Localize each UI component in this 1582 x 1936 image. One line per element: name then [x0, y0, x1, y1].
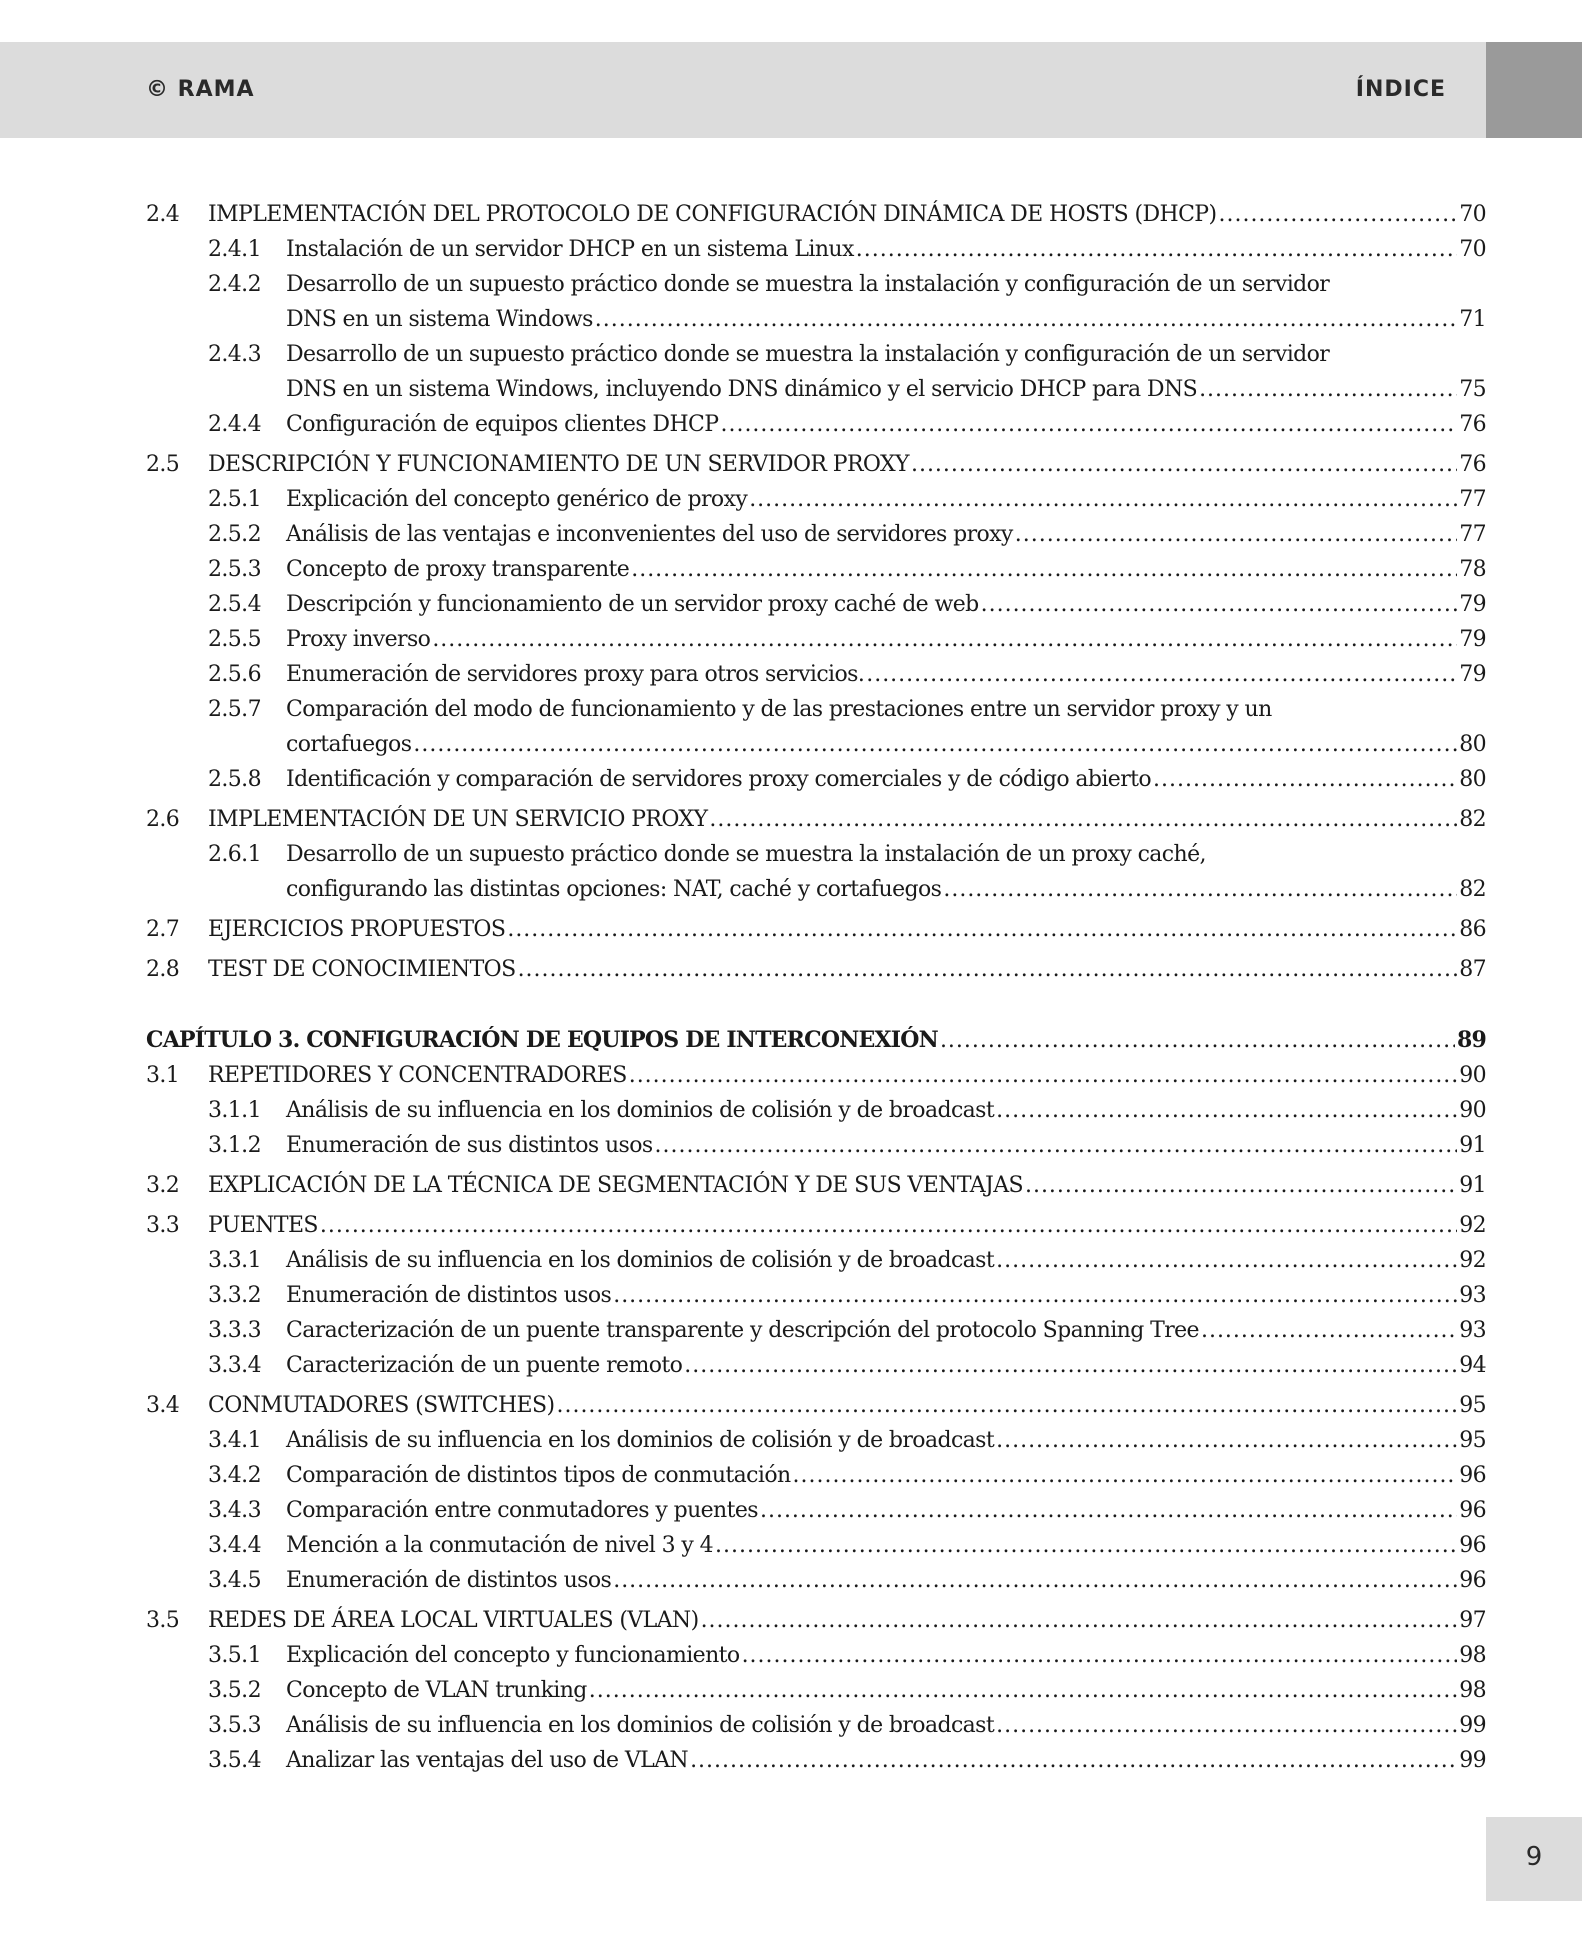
toc-entry-page: 90	[1459, 1063, 1486, 1088]
toc-entry-title: Enumeración de distintos usos	[286, 1568, 612, 1593]
toc-subsection-entry	[146, 552, 1486, 587]
toc-entry-title: CAPÍTULO 3. CONFIGURACIÓN DE EQUIPOS DE INTERCONEXIÓN	[146, 1027, 938, 1053]
toc-subsection-entry	[146, 1528, 1486, 1563]
toc-entry-title: Concepto de VLAN trunking	[286, 1678, 587, 1703]
toc-entry-page: 76	[1459, 452, 1486, 477]
toc-entry-page: 91	[1459, 1173, 1486, 1198]
toc-entry-page: 75	[1459, 377, 1486, 402]
toc-entry-number: 2.5	[146, 452, 180, 477]
dot-leader	[556, 1388, 1457, 1423]
toc-entry-page: 80	[1459, 767, 1486, 792]
toc-subsection-entry	[146, 1708, 1486, 1743]
dot-leader	[943, 872, 1457, 907]
dot-leader	[720, 407, 1457, 442]
dot-leader	[940, 1023, 1455, 1058]
table-of-contents	[146, 197, 1486, 1778]
toc-entry-number: 2.6.1	[208, 842, 261, 867]
toc-entry-title: Desarrollo de un supuesto práctico donde se muestra la instalación y configuración de un servidor	[286, 272, 1330, 297]
toc-entry-number: 2.5.2	[208, 522, 261, 547]
toc-entry-page: 89	[1456, 1027, 1486, 1053]
dot-leader	[1219, 197, 1458, 232]
toc-entry-title: Configuración de equipos clientes DHCP	[286, 412, 719, 437]
dot-leader	[981, 587, 1458, 622]
toc-section-entry	[146, 1168, 1486, 1203]
toc-entry-title: Análisis de su influencia en los dominios de colisión y de broadcast	[286, 1428, 995, 1453]
toc-entry-title: Comparación de distintos tipos de conmutación	[286, 1463, 791, 1488]
toc-entry-title: Instalación de un servidor DHCP en un sistema Linux	[286, 237, 854, 262]
toc-entry-title: REDES DE ÁREA LOCAL VIRTUALES (VLAN)	[208, 1608, 699, 1633]
toc-entry-number: 3.4.1	[208, 1428, 261, 1453]
dot-leader	[1153, 762, 1457, 797]
toc-entry-page: 96	[1459, 1533, 1486, 1558]
toc-entry-page: 80	[1459, 732, 1486, 757]
toc-entry-title: Desarrollo de un supuesto práctico donde se muestra la instalación y configuración de un servidor	[286, 342, 1330, 367]
toc-entry-number: 3.3.4	[208, 1353, 261, 1378]
dot-leader	[595, 302, 1457, 337]
toc-entry-title: Explicación del concepto y funcionamiento	[286, 1643, 740, 1668]
dot-leader	[715, 1528, 1457, 1563]
toc-entry-title: Analizar las ventajas del uso de VLAN	[286, 1748, 689, 1773]
toc-entry-number: 2.4.4	[208, 412, 261, 437]
toc-subsection-entry	[146, 1423, 1486, 1458]
toc-section-entry	[146, 1058, 1486, 1093]
dot-leader	[613, 1563, 1457, 1598]
toc-entry-page: 79	[1459, 592, 1486, 617]
toc-entry-title: EJERCICIOS PROPUESTOS	[208, 917, 506, 942]
toc-entry-number: 3.4	[146, 1393, 180, 1418]
toc-entry-number: 2.5.7	[208, 697, 261, 722]
toc-entry-page: 96	[1459, 1568, 1486, 1593]
toc-subsection-entry	[146, 1743, 1486, 1778]
toc-entry-page: 96	[1459, 1463, 1486, 1488]
toc-entry-title: Caracterización de un puente remoto	[286, 1353, 683, 1378]
toc-subsection-entry	[146, 1313, 1486, 1348]
toc-entry-title: Proxy inverso	[286, 627, 431, 652]
dot-leader	[613, 1278, 1457, 1313]
toc-subsection-entry	[146, 1493, 1486, 1528]
toc-entry-page: 79	[1459, 627, 1486, 652]
toc-entry-number: 2.4.2	[208, 272, 261, 297]
toc-entry-page: 96	[1459, 1498, 1486, 1523]
toc-entry-page: 93	[1459, 1283, 1486, 1308]
toc-subsection-entry	[146, 762, 1486, 797]
toc-subsection-entry	[146, 232, 1486, 267]
toc-entry-page: 70	[1459, 237, 1486, 262]
toc-entry-page: 77	[1459, 487, 1486, 512]
dot-leader	[518, 952, 1458, 987]
toc-entry-title: PUENTES	[208, 1213, 318, 1238]
toc-entry-page: 94	[1459, 1353, 1486, 1378]
toc-entry-title: DNS en un sistema Windows, incluyendo DNS dinámico y el servicio DHCP para DNS	[286, 377, 1198, 402]
toc-subsection-entry	[146, 517, 1486, 552]
toc-subsection-entry	[146, 1458, 1486, 1493]
toc-entry-number: 3.3	[146, 1213, 180, 1238]
toc-entry-title: Identificación y comparación de servidores proxy comerciales y de código abierto	[286, 767, 1152, 792]
toc-entry-page: 82	[1459, 807, 1486, 832]
toc-section-entry	[146, 1603, 1486, 1638]
toc-entry-number: 3.5.4	[208, 1748, 261, 1773]
toc-subsection-entry	[146, 482, 1486, 517]
toc-subsection-entry	[146, 267, 1486, 337]
toc-entry-title: Análisis de su influencia en los dominios de colisión y de broadcast	[286, 1248, 995, 1273]
publisher-mark: © RAMA	[146, 77, 255, 102]
dot-leader	[684, 1348, 1457, 1383]
toc-entry-number: 2.5.5	[208, 627, 261, 652]
toc-entry-title: Enumeración de servidores proxy para otros servicios.	[286, 662, 865, 687]
toc-entry-number: 3.3.1	[208, 1248, 261, 1273]
dot-leader	[996, 1093, 1457, 1128]
toc-subsection-entry	[146, 407, 1486, 442]
dot-leader	[1015, 517, 1457, 552]
toc-entry-title: Análisis de las ventajas e inconvenientes del uso de servidores proxy	[286, 522, 1013, 547]
toc-entry-page: 78	[1459, 557, 1486, 582]
toc-entry-page: 76	[1459, 412, 1486, 437]
toc-entry-page: 79	[1459, 662, 1486, 687]
dot-leader	[866, 657, 1457, 692]
toc-entry-number: 3.4.3	[208, 1498, 261, 1523]
toc-subsection-entry	[146, 1563, 1486, 1598]
toc-entry-title: cortafuegos	[286, 732, 412, 757]
toc-entry-number: 2.5.3	[208, 557, 261, 582]
toc-entry-title: TEST DE CONOCIMIENTOS	[208, 957, 516, 982]
toc-entry-number: 2.4.3	[208, 342, 261, 367]
toc-entry-number: 3.4.2	[208, 1463, 261, 1488]
toc-subsection-entry	[146, 1093, 1486, 1128]
toc-entry-title: Concepto de proxy transparente	[286, 557, 630, 582]
toc-entry-page: 91	[1459, 1133, 1486, 1158]
toc-entry-number: 3.4.4	[208, 1533, 261, 1558]
toc-entry-title: Descripción y funcionamiento de un servidor proxy caché de web	[286, 592, 979, 617]
toc-entry-page: 77	[1459, 522, 1486, 547]
dot-leader	[793, 1458, 1458, 1493]
toc-entry-number: 3.5.3	[208, 1713, 261, 1738]
dot-leader	[749, 482, 1457, 517]
toc-subsection-entry	[146, 1278, 1486, 1313]
page-number: 9	[1525, 1842, 1543, 1872]
toc-entry-title: Mención a la conmutación de nivel 3 y 4	[286, 1533, 714, 1558]
toc-entry-number: 3.3.2	[208, 1283, 261, 1308]
toc-entry-title: Comparación del modo de funcionamiento y de las prestaciones entre un servidor proxy y un	[286, 697, 1272, 722]
toc-entry-title: Explicación del concepto genérico de proxy	[286, 487, 748, 512]
dot-leader	[701, 1603, 1458, 1638]
toc-entry-page: 87	[1459, 957, 1486, 982]
toc-entry-number: 2.5.1	[208, 487, 261, 512]
toc-entry-page: 95	[1459, 1393, 1486, 1418]
dot-leader	[996, 1708, 1457, 1743]
toc-entry-number: 2.5.6	[208, 662, 261, 687]
toc-entry-page: 90	[1459, 1098, 1486, 1123]
toc-entry-title: REPETIDORES Y CONCENTRADORES	[208, 1063, 627, 1088]
toc-entry-page: 95	[1459, 1428, 1486, 1453]
toc-entry-number: 3.3.3	[208, 1318, 261, 1343]
dot-leader	[589, 1673, 1457, 1708]
toc-entry-number: 2.7	[146, 917, 180, 942]
toc-subsection-entry	[146, 657, 1486, 692]
toc-entry-number: 3.1.1	[208, 1098, 261, 1123]
dot-leader	[709, 802, 1457, 837]
toc-entry-page: 99	[1459, 1713, 1486, 1738]
toc-entry-number: 2.5.4	[208, 592, 261, 617]
toc-entry-page: 86	[1459, 917, 1486, 942]
toc-entry-number: 3.4.5	[208, 1568, 261, 1593]
toc-section-entry	[146, 912, 1486, 947]
toc-entry-number: 2.8	[146, 957, 180, 982]
dot-leader	[631, 552, 1457, 587]
toc-subsection-entry	[146, 1128, 1486, 1163]
toc-entry-title: Análisis de su influencia en los dominios de colisión y de broadcast	[286, 1713, 995, 1738]
toc-entry-title: Análisis de su influencia en los dominios de colisión y de broadcast	[286, 1098, 995, 1123]
toc-entry-number: 3.1.2	[208, 1133, 261, 1158]
toc-entry-title: configurando las distintas opciones: NAT, caché y cortafuegos	[286, 877, 942, 902]
dot-leader	[629, 1058, 1458, 1093]
toc-entry-page: 98	[1459, 1643, 1486, 1668]
toc-entry-number: 2.6	[146, 807, 180, 832]
toc-section-entry	[146, 1208, 1486, 1243]
toc-entry-number: 3.2	[146, 1173, 180, 1198]
toc-subsection-entry	[146, 1673, 1486, 1708]
section-title: ÍNDICE	[1355, 77, 1446, 102]
toc-section-entry	[146, 952, 1486, 987]
dot-leader	[1201, 1313, 1457, 1348]
toc-entry-title: CONMUTADORES (SWITCHES)	[208, 1393, 555, 1418]
dot-leader	[507, 912, 1457, 947]
toc-subsection-entry	[146, 622, 1486, 657]
dot-leader	[655, 1128, 1458, 1163]
toc-entry-title: Desarrollo de un supuesto práctico donde se muestra la instalación de un proxy caché,	[286, 842, 1206, 867]
dot-leader	[760, 1493, 1457, 1528]
dot-leader	[320, 1208, 1457, 1243]
toc-entry-page: 93	[1459, 1318, 1486, 1343]
toc-entry-page: 70	[1459, 202, 1486, 227]
toc-entry-page: 97	[1459, 1608, 1486, 1633]
dot-leader	[996, 1423, 1457, 1458]
toc-entry-title: Enumeración de sus distintos usos	[286, 1133, 653, 1158]
toc-entry-number: 3.1	[146, 1063, 180, 1088]
toc-section-entry	[146, 1388, 1486, 1423]
toc-entry-page: 92	[1459, 1248, 1486, 1273]
header-tab	[1486, 42, 1582, 138]
toc-entry-number: 3.5	[146, 1608, 180, 1633]
toc-subsection-entry	[146, 1638, 1486, 1673]
toc-section-entry	[146, 447, 1486, 482]
dot-leader	[432, 622, 1457, 657]
toc-entry-title: IMPLEMENTACIÓN DEL PROTOCOLO DE CONFIGURACIÓN DINÁMICA DE HOSTS (DHCP)	[208, 202, 1217, 227]
dot-leader	[856, 232, 1457, 267]
toc-entry-title: Caracterización de un puente transparente y descripción del protocolo Spanning Tree	[286, 1318, 1199, 1343]
toc-entry-title: EXPLICACIÓN DE LA TÉCNICA DE SEGMENTACIÓN Y DE SUS VENTAJAS	[208, 1173, 1023, 1198]
toc-entry-title: DNS en un sistema Windows	[286, 307, 593, 332]
dot-leader	[1025, 1168, 1457, 1203]
toc-entry-page: 98	[1459, 1678, 1486, 1703]
toc-subsection-entry	[146, 837, 1486, 907]
dot-leader	[413, 727, 1457, 762]
toc-subsection-entry	[146, 337, 1486, 407]
toc-section-entry	[146, 197, 1486, 232]
toc-entry-page: 82	[1459, 877, 1486, 902]
toc-entry-number: 3.5.2	[208, 1678, 261, 1703]
toc-entry-page: 99	[1459, 1748, 1486, 1773]
toc-entry-number: 3.5.1	[208, 1643, 261, 1668]
toc-subsection-entry	[146, 1243, 1486, 1278]
toc-entry-page: 92	[1459, 1213, 1486, 1238]
dot-leader	[996, 1243, 1457, 1278]
dot-leader	[1199, 372, 1457, 407]
dot-leader	[690, 1743, 1457, 1778]
toc-subsection-entry	[146, 692, 1486, 762]
toc-entry-title: IMPLEMENTACIÓN DE UN SERVICIO PROXY	[208, 807, 708, 832]
toc-entry-number: 2.4.1	[208, 237, 261, 262]
toc-subsection-entry	[146, 587, 1486, 622]
toc-entry-title: DESCRIPCIÓN Y FUNCIONAMIENTO DE UN SERVIDOR PROXY	[208, 452, 909, 477]
toc-section-entry	[146, 802, 1486, 837]
toc-entry-title: Comparación entre conmutadores y puentes	[286, 1498, 758, 1523]
toc-entry-page: 71	[1459, 307, 1486, 332]
dot-leader	[742, 1638, 1458, 1673]
toc-chapter-entry	[146, 1023, 1486, 1058]
dot-leader	[911, 447, 1457, 482]
toc-entry-number: 2.4	[146, 202, 180, 227]
toc-subsection-entry	[146, 1348, 1486, 1383]
toc-entry-title: Enumeración de distintos usos	[286, 1283, 612, 1308]
toc-entry-number: 2.5.8	[208, 767, 261, 792]
